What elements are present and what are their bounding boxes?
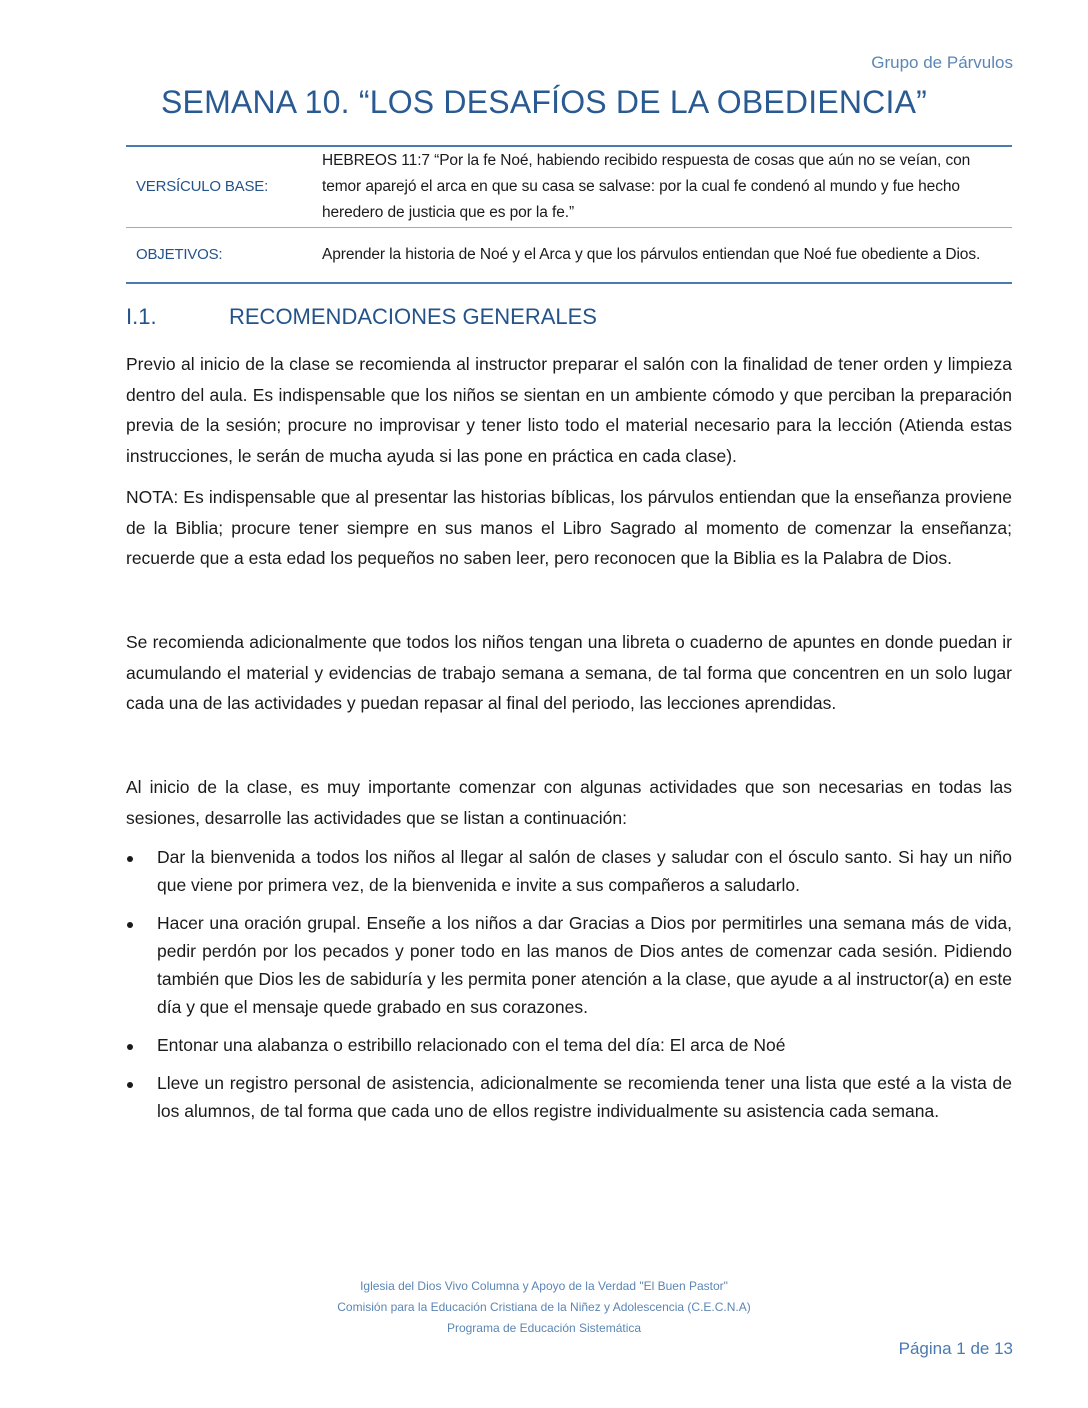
info-table <box>126 145 1012 284</box>
footer <box>0 1276 1088 1339</box>
objectives-text: Aprender la historia de Noé y el Arca y que los párvulos entiendan que Noé fue obediente a Dios. <box>322 246 981 263</box>
verse-text: HEBREOS 11:7 “Por la fe Noé, habiendo recibido respuesta de cosas que aún no se veían, con temor aparejó el arca en que su casa se salvase: por la cual fe condenó al mundo y fue hecho heredero de justicia que es por la fe.” <box>322 146 1012 228</box>
activity-list <box>126 843 1012 1135</box>
footer-line-commission: Comisión para la Educación Cristiana de la Niñez y Adolescencia (C.E.C.N.A) <box>337 1300 751 1314</box>
list-item <box>126 843 1012 899</box>
verse-row <box>126 146 1012 228</box>
section-heading <box>126 304 1012 330</box>
paragraph-notebook: Se recomienda adicionalmente que todos los niños tengan una libreta o cuaderno de apuntes en donde puedan ir acumulando el material y evidencias de trabajo semana a semana, de tal forma que concentren en un solo lugar cada una de las actividades y puedan repasar al final del periodo, las lecciones aprendidas. <box>126 632 1012 714</box>
page-title: SEMANA 10. “LOS DESAFÍOS DE LA OBEDIENCIA” <box>161 84 927 120</box>
group-label: Grupo de Párvulos <box>871 53 1013 72</box>
list-item-text: Dar la bienvenida a todos los niños al llegar al salón de clases y saludar con el ósculo santo. Si hay un niño que viene por primera vez, de la bienvenida e invite a sus compañeros a saludarlo. <box>157 847 1012 895</box>
page-number: Página 1 de 13 <box>898 1339 1013 1358</box>
footer-line-program: Programa de Educación Sistemática <box>446 1321 642 1335</box>
bullet-icon <box>127 1082 133 1088</box>
list-item <box>126 909 1012 1021</box>
bullet-icon <box>127 922 133 928</box>
objectives-row <box>126 228 1012 284</box>
list-item-text: Lleve un registro personal de asistencia, adicionalmente se recomienda tener una lista que esté a la vista de los alumnos, de tal forma que cada uno de ellos registre individualmente su asistencia cada semana. <box>157 1073 1012 1121</box>
list-item <box>126 1031 1012 1059</box>
list-item <box>126 1069 1012 1125</box>
list-item-text: Hacer una oración grupal. Enseñe a los niños a dar Gracias a Dios por permitirles una semana más de vida, pedir perdón por los pecados y poner todo en las manos de Dios antes de comenzar cada sesión. Pidiendo también que Dios les de sabiduría y les permita poner atención a la clase, que ayude a al instructor(a) en este día y que el mensaje quede grabado en sus corazones. <box>157 913 1012 1017</box>
section-number: I.1. <box>126 304 157 329</box>
bullet-icon <box>127 1044 133 1050</box>
paragraph-note: NOTA: Es indispensable que al presentar las historias bíblicas, los párvulos entiendan que la enseñanza proviene de la Biblia; procure tener siempre en sus manos el Libro Sagrado al momento de comenzar la enseñanza; recuerde que a esta edad los pequeños no saben leer, pero reconocen que la Biblia es la Palabra de Dios. <box>126 487 1012 569</box>
objectives-label: OBJETIVOS: <box>136 246 223 263</box>
paragraph-intro: Previo al inicio de la clase se recomienda al instructor preparar el salón con la finalidad de tener orden y limpieza dentro del aula. Es indispensable que los niños se sientan en un ambiente cómodo y que perciban la preparación previa de la sesión; procure no improvisar y tener listo todo el material necesario para la lección (Atienda estas instrucciones, le serán de mucha ayuda si las pone en práctica en cada clase). <box>126 354 1012 467</box>
bullet-icon <box>127 856 133 862</box>
list-item-text: Entonar una alabanza o estribillo relacionado con el tema del día: El arca de Noé <box>157 1035 786 1055</box>
section-title: RECOMENDACIONES GENERALES <box>229 304 597 329</box>
verse-label: VERSÍCULO BASE: <box>126 146 322 228</box>
footer-line-church: Iglesia del Dios Vivo Columna y Apoyo de la Verdad "El Buen Pastor" <box>360 1279 728 1293</box>
paragraph-activities: Al inicio de la clase, es muy importante comenzar con algunas actividades que son necesarias en todas las sesiones, desarrolle las actividades que se listan a continuación: <box>126 777 1012 828</box>
